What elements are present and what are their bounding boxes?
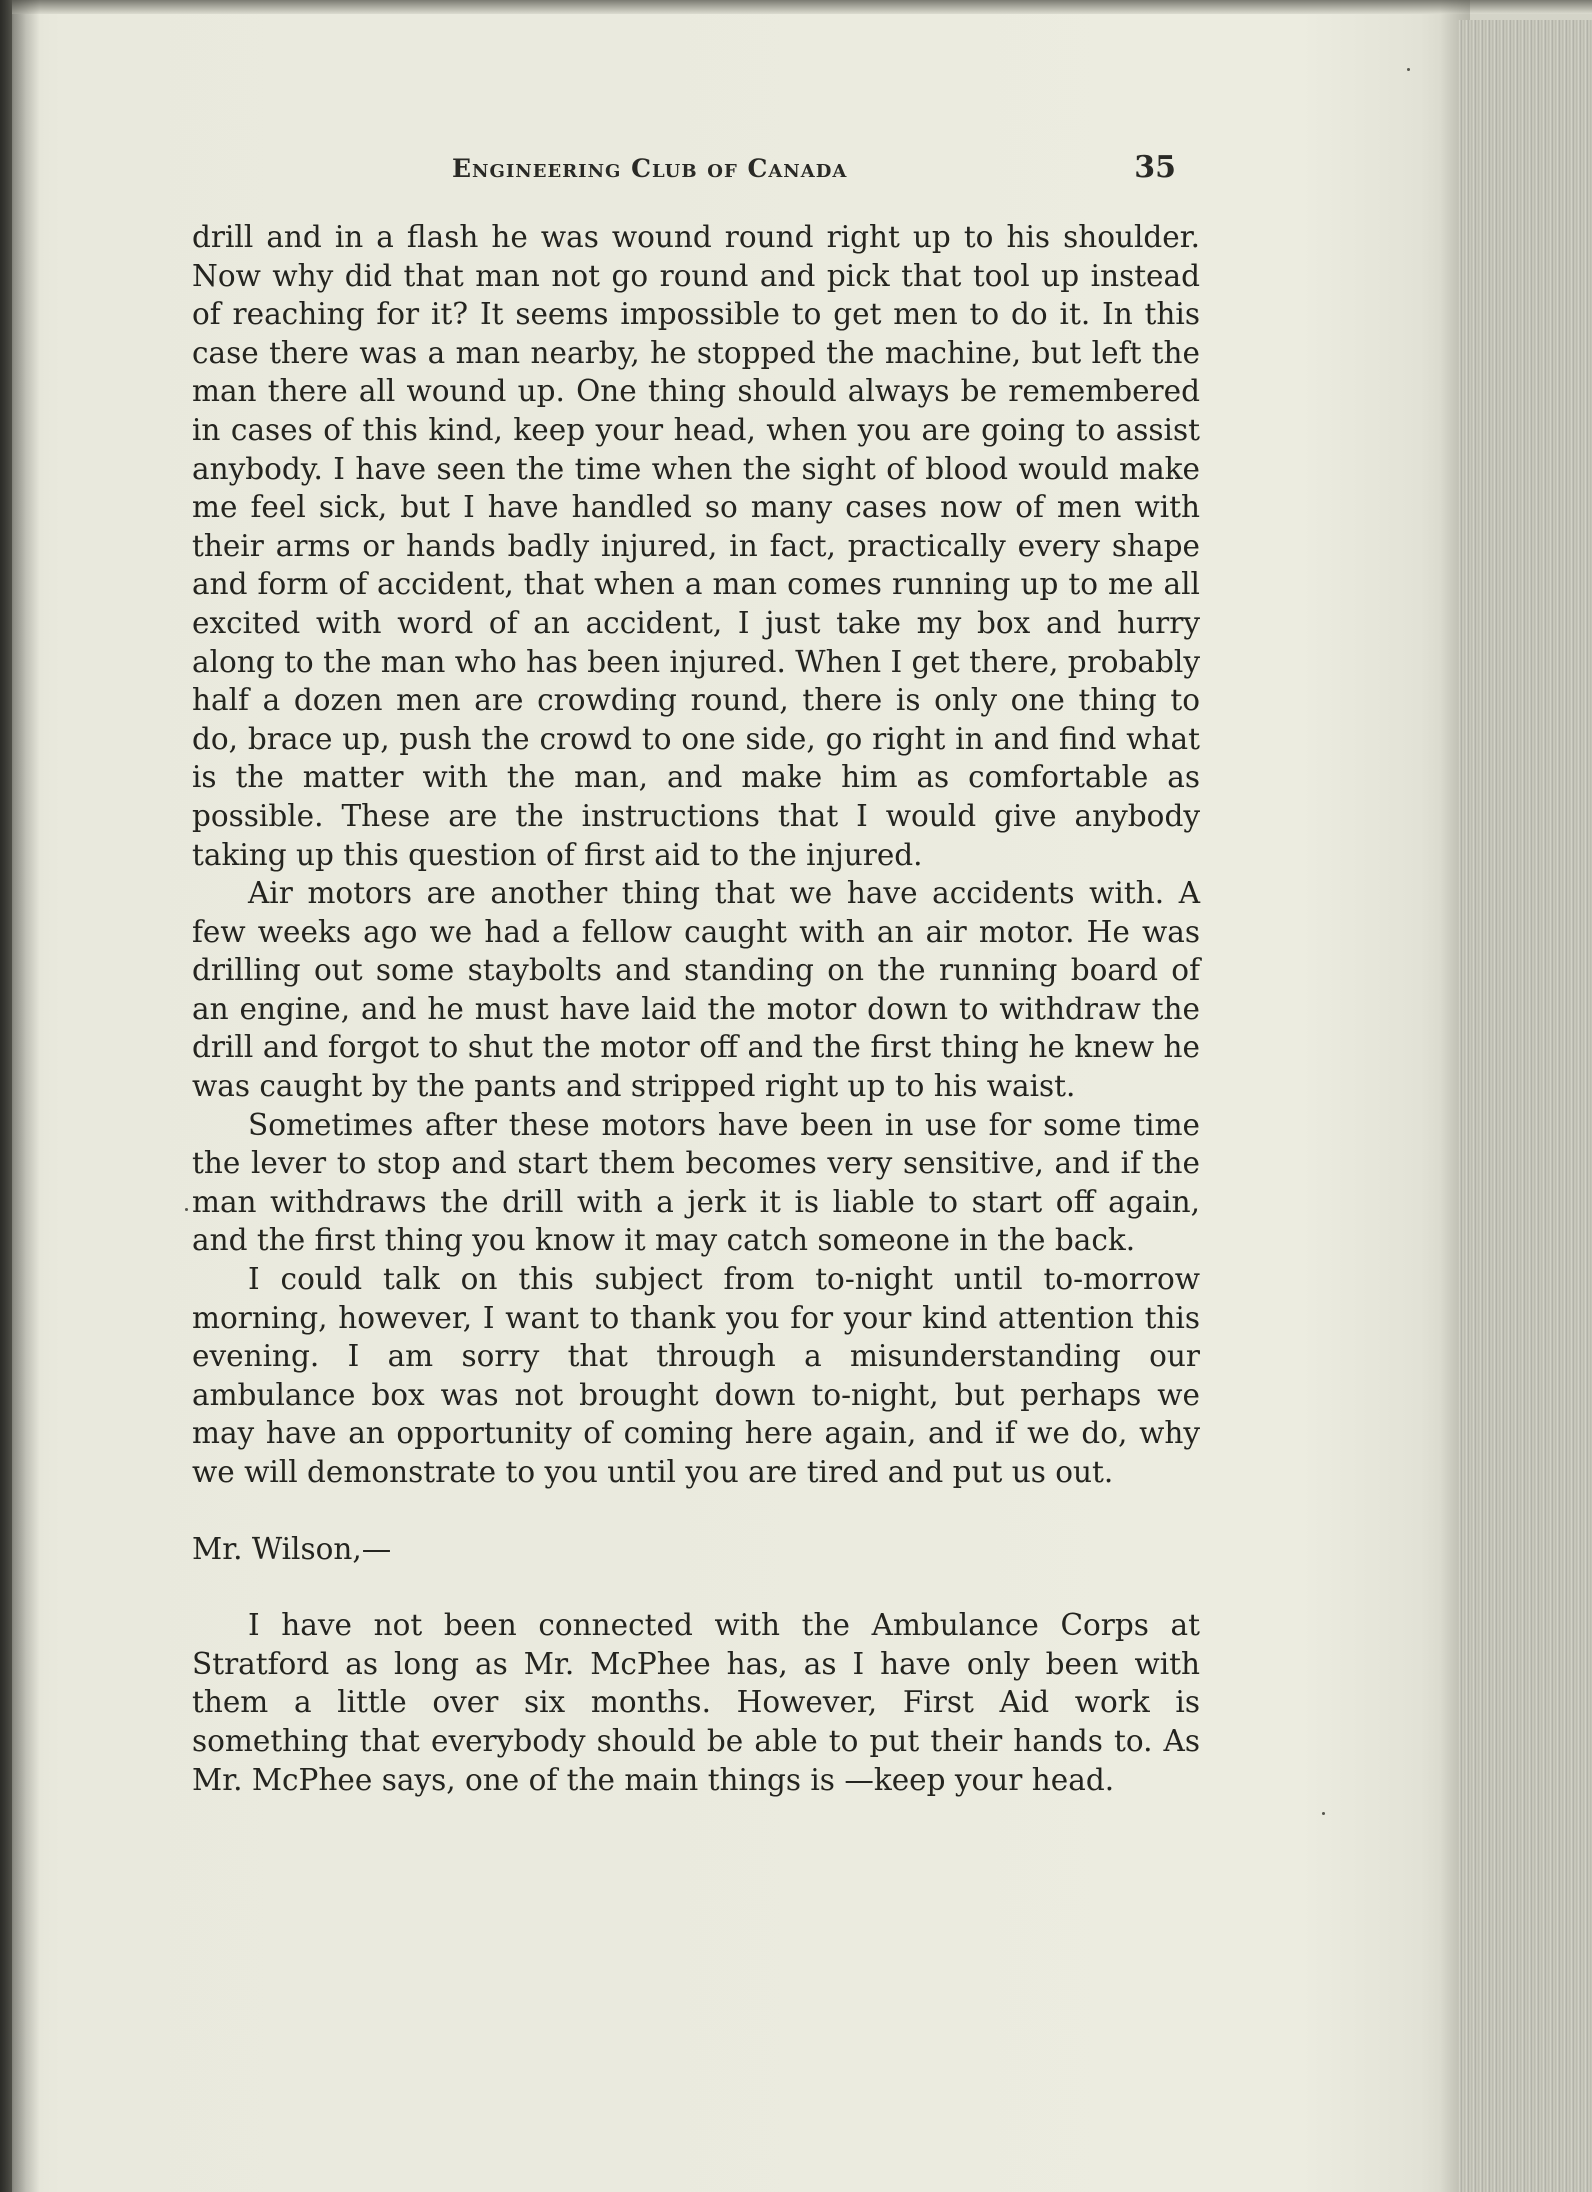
page-header	[190, 148, 1200, 192]
paragraph: Air motors are another thing that we have accidents with. A few weeks ago we had a fellow caught with an air motor. He was drilling out some staybolts and standing on the running board of an engine, and he must have laid the motor down to withdraw the drill and forgot to shut the motor off and the first thing he knew he was caught by the pants and stripped right up to his waist.	[192, 876, 1200, 1104]
paper-speck	[185, 1208, 188, 1211]
page-top-edge	[0, 0, 1592, 14]
page-number: 35	[1134, 150, 1176, 185]
body-text	[192, 218, 1200, 1799]
paragraph: Sometimes after these motors have been in use for some time the lever to stop and start them becomes very sensitive, and if the man withdraws the drill with a jerk it is liable to start off again, and the first thing you know it may catch someone in the back.	[192, 1107, 1200, 1258]
gutter-shadow	[0, 0, 40, 2192]
paragraph: I have not been connected with the Ambulance Corps at Stratford as long as Mr. McPhee has, as I have only been with them a little over six months. However, First Aid work is something that everybody should be able to put their hands to. As Mr. McPhee says, one of the main things is —keep your head.	[192, 1608, 1200, 1797]
paragraph: I could talk on this subject from to-night until to-morrow morning, however, I want to thank you for your kind attention this evening. I am sorry that through a misunderstanding our ambulance box was not brought down to-night, but perhaps we may have an opportunity of coming here again, and if we do, why we will demonstrate to you until you are tired and put us out.	[192, 1262, 1200, 1489]
stacked-page-edges	[1458, 20, 1592, 2192]
speaker-heading: Mr. Wilson,—	[192, 1531, 392, 1566]
paper-speck	[1322, 1812, 1325, 1815]
paragraph: drill and in a flash he was wound round right up to his shoulder. Now why did that man not go round and pick that tool up instead of reaching for it? It seems impossible to get men to do it. In this case there was a man nearby, he stopped the machine, but left the man there all wound up. One thing should always be remembered in cases of this kind, keep your head, when you are going to assist anybody. I have seen the time when the sight of blood would make me feel sick, but I have handled so many cases now of men with their arms or hands badly injured, in fact, practically every shape and form of accident, that when a man comes running up to me all excited with word of an accident, I just take my box and hurry along to the man who has been injured. When I get there, probably half a dozen men are crowding round, there is only one thing to do, brace up, push the crowd to one side, go right in and find what is the matter with the man, and make him as comfortable as possible. These are the instructions that I would give anybody taking up this question of first aid to the injured.	[192, 220, 1200, 872]
running-title: Engineering Club of Canada	[452, 154, 848, 183]
paper-speck	[1407, 68, 1410, 71]
